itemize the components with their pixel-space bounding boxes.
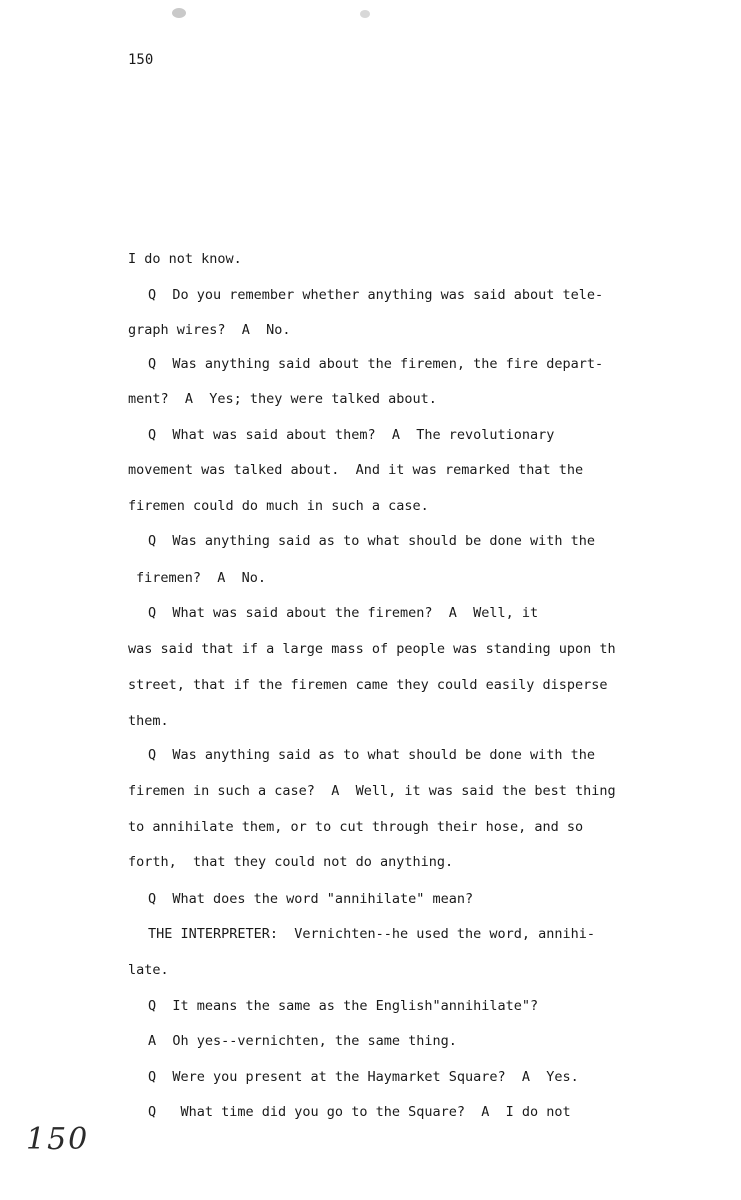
transcript-line: Q Were you present at the Haymarket Square? A Yes. <box>148 1069 579 1085</box>
transcript-line: Q What time did you go to the Square? A I do not <box>148 1104 571 1120</box>
transcript-line: I do not know. <box>128 251 242 267</box>
transcript-line: to annihilate them, or to cut through their hose, and so <box>128 819 584 835</box>
transcript-line: A Oh yes--vernichten, the same thing. <box>148 1033 457 1049</box>
paper-smudge <box>172 8 186 18</box>
transcript-line: Q What was said about the firemen? A Well, it <box>148 605 539 621</box>
transcript-line: ment? A Yes; they were talked about. <box>128 391 437 407</box>
transcript-line: Q It means the same as the English"annihilate"? <box>148 998 539 1014</box>
handwritten-page-number: 150 <box>26 1122 90 1157</box>
transcript-line: firemen? A No. <box>136 570 267 586</box>
transcript-line: was said that if a large mass of people was standing upon th <box>128 641 616 657</box>
transcript-line: Q Was anything said about the firemen, the fire depart- <box>148 356 604 372</box>
transcript-line: Q Was anything said as to what should be done with the <box>148 747 596 763</box>
transcript-line: firemen could do much in such a case. <box>128 498 429 514</box>
transcript-line: Q What was said about them? A The revolutionary <box>148 427 555 443</box>
transcript-line: late. <box>128 962 169 978</box>
transcript-line: firemen in such a case? A Well, it was said the best thing <box>128 783 616 799</box>
transcript-line: graph wires? A No. <box>128 322 291 338</box>
paper-smudge <box>360 10 370 18</box>
transcript-line: movement was talked about. And it was remarked that the <box>128 462 584 478</box>
transcript-line: THE INTERPRETER: Vernichten--he used the word, annihi- <box>148 926 596 942</box>
transcript-line: Q Was anything said as to what should be done with the <box>148 533 596 549</box>
transcript-line: Q What does the word "annihilate" mean? <box>148 891 474 907</box>
transcript-line: forth, that they could not do anything. <box>128 854 454 870</box>
transcript-line: them. <box>128 713 169 729</box>
transcript-line: Q Do you remember whether anything was said about tele- <box>148 287 604 303</box>
transcript-line: street, that if the firemen came they could easily disperse <box>128 677 608 693</box>
page-number: 150 <box>128 52 154 68</box>
